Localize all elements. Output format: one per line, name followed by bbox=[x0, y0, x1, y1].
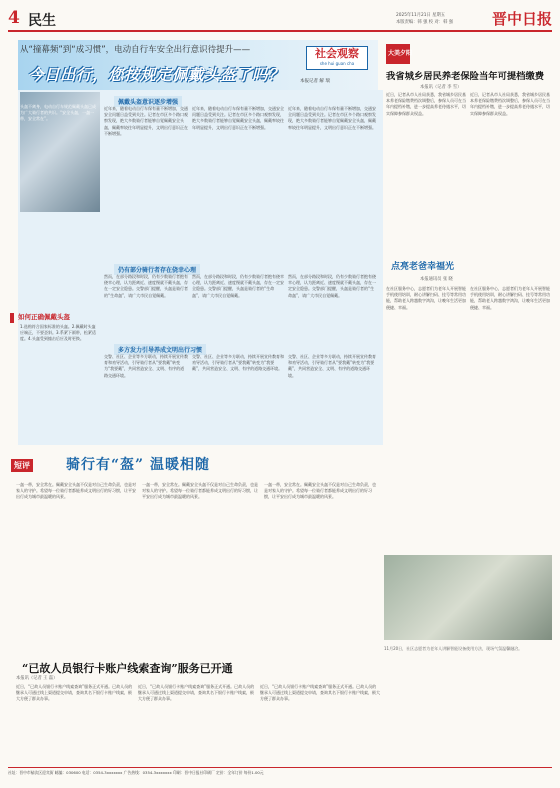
header-rule bbox=[8, 30, 552, 32]
paper-logo: 晋中日报 bbox=[492, 10, 553, 28]
bank-col-2: 近日，“已故人员银行卡账户线索查询”服务正式开通。已故人员的继承人可通过线上渠道提交申请，查询其名下银行卡账户线索，极大方便了群众办事。 bbox=[138, 684, 255, 702]
body-col-3: 近年来，随着电动自行车保有量不断增加，交通安全问题日益受到关注。记者在市区多个路口观察发现，绝大多数骑行者能够自觉佩戴安全头盔，佩戴率较往年明显提升，文明出行意识正在不断增强。 bbox=[288, 106, 376, 130]
date-line: 2025年11月21日 星期五 bbox=[396, 13, 446, 18]
photo-caption: 11月20日，社区志愿者为老年人讲解智能设备使用方法，现场气氛温馨融洽。 bbox=[384, 646, 523, 651]
subhead-1: 佩戴头盔意识逐步增强 bbox=[114, 96, 182, 107]
commentary-col-1: 一盔一带，安全常在。佩戴安全头盔不仅是对自己生命负责，也是对家人的守护。希望每一位骑行者都能养成文明出行的好习惯，让平安出行成为城市最温暖的风景。 bbox=[16, 482, 136, 500]
bank-story-title: “已故人员银行卡账户线索查询”服务已开通 bbox=[22, 662, 233, 675]
editor-line: 本版责编：韩 强 校 对：韩 强 bbox=[396, 20, 454, 25]
body-col-1: 近年来，随着电动自行车保有量不断增加，交通安全问题日益受到关注。记者在市区多个路口观察发现，绝大多数骑行者能够自觉佩戴安全头盔，佩戴率较往年明显提升，文明出行意识正在不断增强。 bbox=[104, 106, 188, 136]
body-col-6: 然而，在部分路段和时段，仍有少数骑行者抱有侥幸心理，认为距离近、速度慢就不戴头盔，存在一定安全隐患。交警部门提醒，头盔是骑行者的“生命盔”，请广大市民自觉佩戴。 bbox=[288, 274, 376, 298]
footer-rule bbox=[8, 767, 552, 768]
commentary-badge: 短评 bbox=[11, 459, 33, 472]
right2-col-1: 在社区服务中心，志愿者们为老年人开展智能手机使用培训，耐心讲解扫码、挂号等常用功能，帮助老人跨越数字鸿沟，让晚年生活更加便捷、幸福。 bbox=[386, 286, 466, 310]
right-headline: 我省城乡居民养老保险当年可提档缴费 bbox=[386, 71, 545, 82]
bank-col-3: 近日，“已故人员银行卡账户线索查询”服务正式开通。已故人员的继承人可通过线上渠道提交申请，查询其名下银行卡账户线索，极大方便了群众办事。 bbox=[260, 684, 380, 702]
body-col-2: 近年来，随着电动自行车保有量不断增加，交通安全问题日益受到关注。记者在市区多个路口观察发现，绝大多数骑行者能够自觉佩戴安全头盔，佩戴率较往年明显提升，文明出行意识正在不断增强。 bbox=[192, 106, 284, 130]
feature-kicker: 从“撞幕频”到“成习惯”，电动自行车安全出行意识待提升—— bbox=[20, 45, 251, 55]
bank-story-byline: 本报讯（记者 王 磊） bbox=[16, 676, 58, 681]
right-headline-2: 点亮老爸幸福光 bbox=[391, 262, 455, 272]
right-tag: 大美夕阳 bbox=[388, 50, 413, 57]
commentary-title: 骑行有“盔” 温暖相随 bbox=[66, 457, 210, 473]
subhead-3: 多方发力引导养成文明出行习惯 bbox=[114, 344, 206, 355]
section-name: 民生 bbox=[28, 13, 56, 29]
body-col-4: 然而，在部分路段和时段，仍有少数骑行者抱有侥幸心理，认为距离近、速度慢就不戴头盔，存在一定安全隐患。交警部门提醒，头盔是骑行者的“生命盔”，请广大市民自觉佩戴。 bbox=[104, 274, 188, 298]
tip-title: 如何正确佩戴头盔 bbox=[18, 313, 70, 321]
body-col-8: 交警、社区、企业等多方联动，持续开展宣传教育和劝导活动，引导骑行者从“要我戴”转变为“我要戴”，共同营造安全、文明、有序的道路交通环境。 bbox=[192, 354, 284, 372]
community-photo bbox=[384, 555, 552, 640]
right-byline-2: 本报通讯员 张 晓 bbox=[420, 277, 453, 282]
feature-title: 今日出行，您按规定佩戴头盔了吗？ bbox=[28, 66, 285, 84]
body-col-7: 交警、社区、企业等多方联动，持续开展宣传教育和劝导活动，引导骑行者从“要我戴”转变为“我要戴”，共同营造安全、文明、有序的道路交通环境。 bbox=[104, 354, 188, 378]
bank-col-1: 近日，“已故人员银行卡账户线索查询”服务正式开通。已故人员的继承人可通过线上渠道提交申请，查询其名下银行卡账户线索，极大方便了群众办事。 bbox=[16, 684, 133, 702]
right-byline: 本报讯（记者 李 雪） bbox=[420, 85, 462, 90]
commentary-col-3: 一盔一带，安全常在。佩戴安全头盔不仅是对自己生命负责，也是对家人的守护。希望每一位骑行者都能养成文明出行的好习惯，让平安出行成为城市最温暖的风景。 bbox=[264, 482, 376, 500]
right-col-1: 近日，记者从市人社局获悉，我省城乡居民基本养老保险缴费档次调整后，参保人员可在当年内提档补缴，进一步提高养老待遇水平，切实保障参保群众权益。 bbox=[386, 92, 466, 116]
right-col-2: 近日，记者从市人社局获悉，我省城乡居民基本养老保险缴费档次调整后，参保人员可在当年内提档补缴，进一步提高养老待遇水平，切实保障参保群众权益。 bbox=[470, 92, 550, 116]
footer-text: 社址：晋中市榆次区迎宾街 邮编：030600 电话：0354-3xxxxxxx 广告热线：0354-3xxxxxxx 印刷：晋中日报社印刷厂 定价：全年订价 每份1.00元 bbox=[8, 770, 264, 775]
commentary-col-2: 一盔一带，安全常在。佩戴安全头盔不仅是对自己生命负责，也是对家人的守护。希望每一位骑行者都能养成文明出行的好习惯，让平安出行成为城市最温暖的风景。 bbox=[142, 482, 258, 500]
tip-body: 1.选购符合国家标准的头盔。2.佩戴时头盔应端正，不要歪斜。3.系紧下颌带，松紧适度。4.头盔受到撞击后应及时更换。 bbox=[20, 324, 96, 342]
tip-marker bbox=[10, 313, 14, 323]
column-name: 社会观察 bbox=[315, 47, 359, 60]
column-badge bbox=[306, 46, 368, 70]
column-pinyin: she hui guan cha bbox=[319, 61, 355, 66]
feature-reporter: 本报记者 解 瑞 bbox=[300, 79, 330, 84]
body-col-9: 交警、社区、企业等多方联动，持续开展宣传教育和劝导活动，引导骑行者从“要我戴”转变为“我要戴”，共同营造安全、文明、有序的道路交通环境。 bbox=[288, 354, 376, 378]
subhead-2: 仍有部分骑行者存在侥幸心理 bbox=[114, 264, 200, 275]
feature-intro: 头盔不离身，电动自行车规范佩戴头盔已成为广大骑行者的共识。“安全头盔，一盔一带，安全常在”。 bbox=[20, 104, 96, 122]
body-col-5: 然而，在部分路段和时段，仍有少数骑行者抱有侥幸心理，认为距离近、速度慢就不戴头盔，存在一定安全隐患。交警部门提醒，头盔是骑行者的“生命盔”，请广大市民自觉佩戴。 bbox=[192, 274, 284, 298]
page-number: 4 bbox=[8, 8, 20, 28]
right2-col-2: 在社区服务中心，志愿者们为老年人开展智能手机使用培训，耐心讲解扫码、挂号等常用功能，帮助老人跨越数字鸿沟，让晚年生活更加便捷、幸福。 bbox=[470, 286, 550, 310]
